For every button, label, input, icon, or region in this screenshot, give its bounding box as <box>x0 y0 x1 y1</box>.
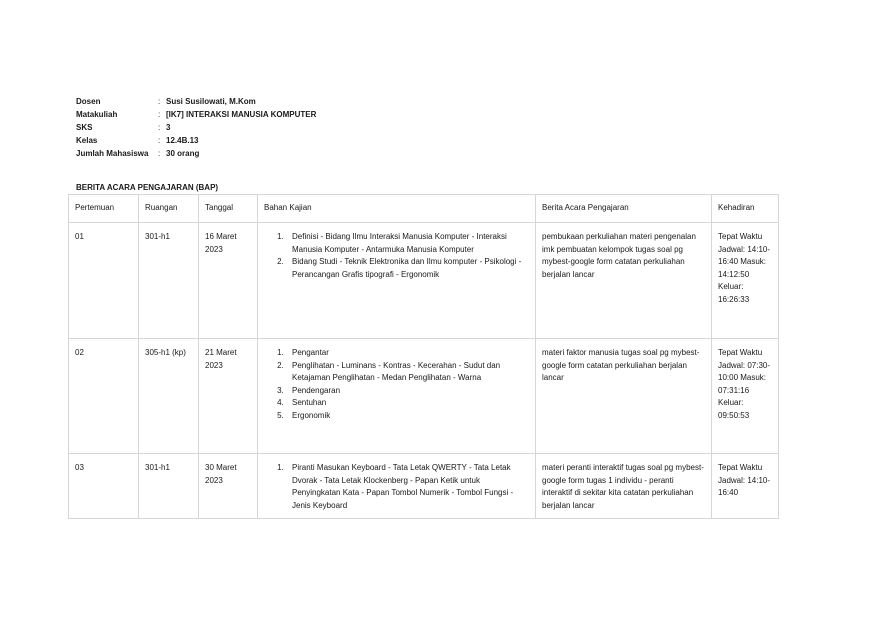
topic-item: 1. Piranti Masukan Keyboard - Tata Letak QWERTY - Tata Letak Dvorak - Tata Letak Klockenberg - Papan Ketik untuk Penyingkatan Kata - Papan Tombol Numerik - Tombol Fungsi - Jenis Keyboard <box>286 462 529 512</box>
header-kehadiran: Kehadiran <box>712 195 779 223</box>
bap-table <box>68 194 779 519</box>
topic-item: 5. Ergonomik <box>286 410 529 423</box>
cell-pertemuan: 03 <box>69 454 139 519</box>
cell-tanggal: 21 Maret 2023 <box>199 339 258 454</box>
table-row <box>69 223 779 339</box>
info-row-sks: SKS : 3 <box>76 123 171 132</box>
cell-bahan-kajian <box>258 454 536 519</box>
topic-list <box>264 462 529 512</box>
topic-item: 4. Sentuhan <box>286 397 529 410</box>
topic-list <box>264 231 529 281</box>
cell-berita-acara: materi faktor manusia tugas soal pg mybest-google form catatan perkuliahan berjalan lancar <box>536 339 712 454</box>
info-label: Matakuliah <box>76 110 118 119</box>
info-value: 3 <box>166 123 171 132</box>
cell-kehadiran: Tepat Waktu Jadwal: 14:10-16:40 Masuk: 14:12:50 Keluar: 16:26:33 <box>712 223 779 339</box>
info-value: [IK7] INTERAKSI MANUSIA KOMPUTER <box>166 110 317 119</box>
topic-list <box>264 347 529 423</box>
cell-pertemuan: 02 <box>69 339 139 454</box>
cell-bahan-kajian <box>258 339 536 454</box>
cell-ruangan: 301-h1 <box>139 223 199 339</box>
info-value: Susi Susilowati, M.Kom <box>166 97 256 106</box>
header-ruangan: Ruangan <box>139 195 199 223</box>
cell-tanggal: 30 Maret 2023 <box>199 454 258 519</box>
info-label: Dosen <box>76 97 101 106</box>
topic-item: 1. Pengantar <box>286 347 529 360</box>
cell-ruangan: 305-h1 (kp) <box>139 339 199 454</box>
cell-berita-acara: materi peranti interaktif tugas soal pg mybest-google form tugas 1 individu - peranti interaktif di sekitar kita catatan perkuliahan berjalan lancar <box>536 454 712 519</box>
info-row-matakuliah: Matakuliah : [IK7] INTERAKSI MANUSIA KOMPUTER <box>76 110 317 119</box>
cell-kehadiran: Tepat Waktu Jadwal: 14:10-16:40 <box>712 454 779 519</box>
cell-bahan-kajian <box>258 223 536 339</box>
cell-kehadiran: Tepat Waktu Jadwal: 07:30-10:00 Masuk: 07:31:16 Keluar: 09:50:53 <box>712 339 779 454</box>
info-label: Jumlah Mahasiswa <box>76 149 149 158</box>
cell-pertemuan: 01 <box>69 223 139 339</box>
topic-item: 3. Pendengaran <box>286 385 529 398</box>
info-row-dosen: Dosen : Susi Susilowati, M.Kom <box>76 97 256 106</box>
header-bahan-kajian: Bahan Kajian <box>258 195 536 223</box>
topic-item: 1. Definisi - Bidang Ilmu Interaksi Manusia Komputer - Interaksi Manusia Komputer - Antarmuka Manusia Komputer <box>286 231 529 256</box>
cell-berita-acara: pembukaan perkuliahan materi pengenalan imk pembuatan kelompok tugas soal pg mybest-google form catatan perkuliahan berjalan lancar <box>536 223 712 339</box>
table-header-row <box>69 195 779 223</box>
topic-item: 2. Penglihatan - Luminans - Kontras - Kecerahan - Sudut dan Ketajaman Penglihatan - Medan Penglihatan - Warna <box>286 360 529 385</box>
cell-tanggal: 16 Maret 2023 <box>199 223 258 339</box>
cell-ruangan: 301-h1 <box>139 454 199 519</box>
section-title: BERITA ACARA PENGAJARAN (BAP) <box>76 183 219 192</box>
course-info <box>76 95 316 160</box>
header-pertemuan: Pertemuan <box>69 195 139 223</box>
info-row-kelas: Kelas : 12.4B.13 <box>76 136 199 145</box>
info-row-jumlah-mahasiswa: Jumlah Mahasiswa : 30 orang <box>76 149 200 158</box>
table-row <box>69 454 779 519</box>
info-value: 12.4B.13 <box>166 136 199 145</box>
info-label: Kelas <box>76 136 98 145</box>
header-berita-acara: Berita Acara Pengajaran <box>536 195 712 223</box>
info-label: SKS <box>76 123 93 132</box>
table-row <box>69 339 779 454</box>
header-tanggal: Tanggal <box>199 195 258 223</box>
info-value: 30 orang <box>166 149 200 158</box>
topic-item: 2. Bidang Studi - Teknik Elektronika dan Ilmu komputer - Psikologi - Perancangan Grafis tipografi - Ergonomik <box>286 256 529 281</box>
